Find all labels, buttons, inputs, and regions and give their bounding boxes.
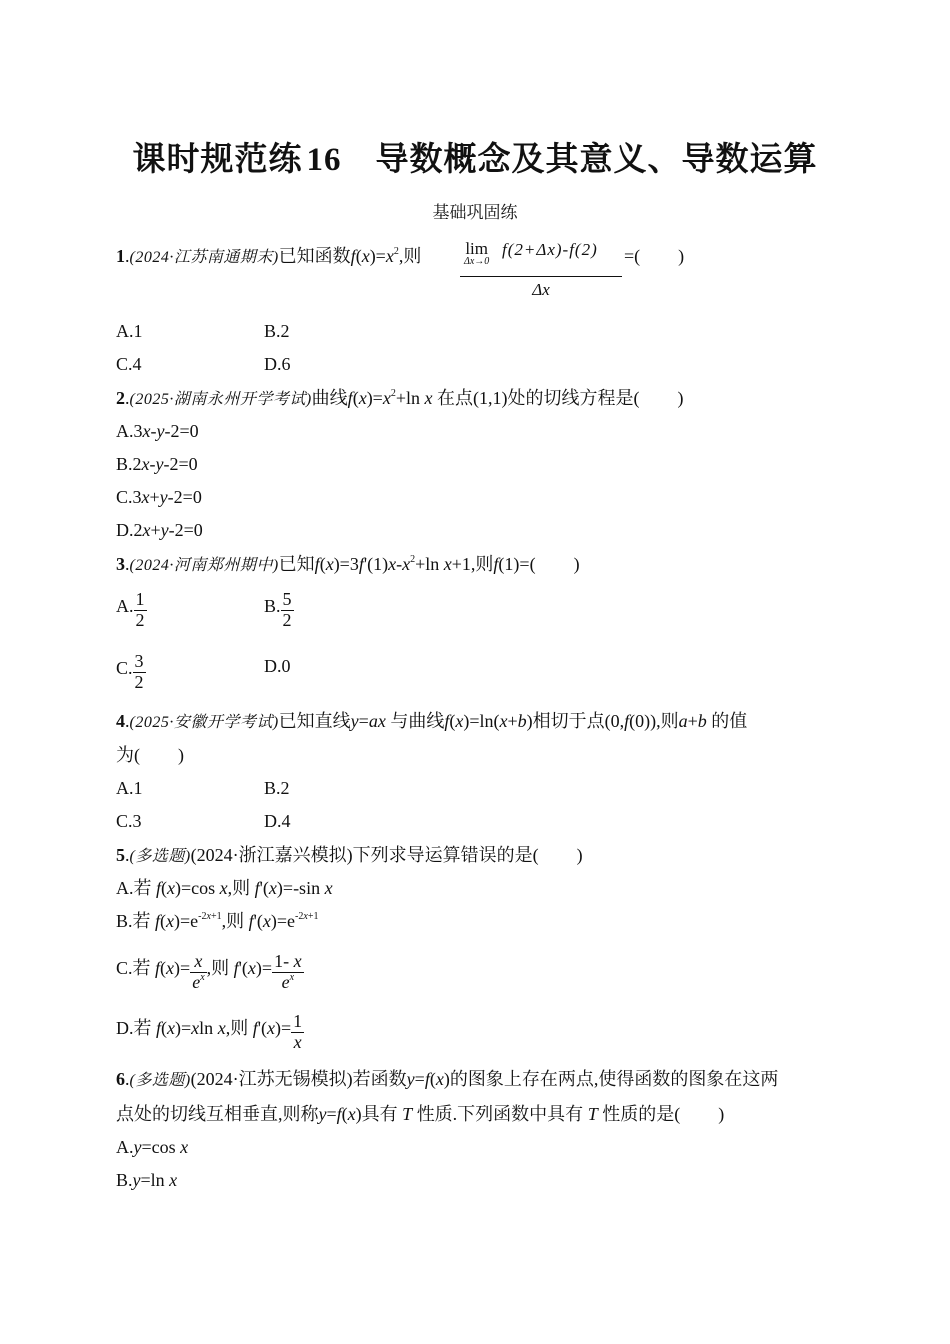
q4-option-d: D.4 [264,811,291,831]
q1-option-a: A.1 [116,321,143,341]
limit-fraction: lim Δx→0 f(2+Δx)-f(2) Δx [460,240,622,300]
q4-option-a: A.1 [116,778,143,798]
q5-option-b: B.若 $f(x)=e^{-2x+1}$,则 $f'(x)=e^{-2x+1}$ [116,911,319,931]
question-6-line-1: 6.(多选题)(2024·江苏无锡模拟)若函数y=f(x)的图象上存在两点,使得函数的图象在这两 [116,1069,779,1089]
question-4-line-1: 4.(2025·安徽开学考试)已知直线y=ax 与曲线f(x)=ln(x+b)相切于点(0,f(0)),则a+b 的值 [116,711,748,731]
question-3: 3.(2024·河南郑州期中)已知$f(x)=3f'(1)x-x^2+\ln$ x+1,则f(1)=( ) [116,554,580,574]
question-2: 2.(2025·湖南永州开学考试)曲线$f(x)=x^2+\ln$ x 在点(1,1)处的切线方程是( ) [116,388,684,408]
q1-answer-bracket: =( ) [624,246,685,266]
q2-option-d: D.2x+y-2=0 [116,520,203,540]
q1-option-b: B.2 [264,321,290,341]
q4-option-b: B.2 [264,778,290,798]
q6-option-b: B.y=ln x [116,1170,178,1190]
q3-option-a: A. $\frac{1}{2}$ [116,589,145,630]
q3-option-b: B. $\frac{5}{2}$ [264,589,292,630]
q2-option-a: A.3x-y-2=0 [116,421,199,441]
q2-option-c: C.3x+y-2=0 [116,487,202,507]
q2-option-b: B.2x-y-2=0 [116,454,198,474]
section-subtitle: 基础巩固练 [432,203,518,223]
q5-option-a: A.若 f(x)=cos x,则 f'(x)=-sin x [116,878,333,898]
page-title: 课时规范练 16 导数概念及其意义、导数运算 [132,139,818,178]
q6-option-a: A.y=cos x [116,1137,189,1157]
q5-option-c: C.若 f(x)= $\frac{x}{e^x}$ ,则 f'(x)= $\frac{1- x}{e^x}$ [116,951,302,992]
q5-option-d: D.若 f(x)=xln x,则 f'(x)= $\frac{1}{x}$ [116,1011,303,1052]
question-6-line-2: 点处的切线互相垂直,则称y=f(x)具有 T 性质.下列函数中具有 T 性质的是( ) [116,1104,725,1124]
q1-option-d: D.6 [264,354,291,374]
q3-option-d: D.0 [264,656,291,676]
q3-option-c: C. $\frac{3}{2}$ [116,651,144,692]
question-4-line-2: 为( ) [116,745,184,765]
q1-option-c: C.4 [116,354,142,374]
question-1: 1.(2024·江苏南通期末)已知函数$f(x)=x^2$,则 [116,246,422,266]
question-5: 5.(多选题)(2024·浙江嘉兴模拟)下列求导运算错误的是( ) [116,845,583,865]
q4-option-c: C.3 [116,811,142,831]
